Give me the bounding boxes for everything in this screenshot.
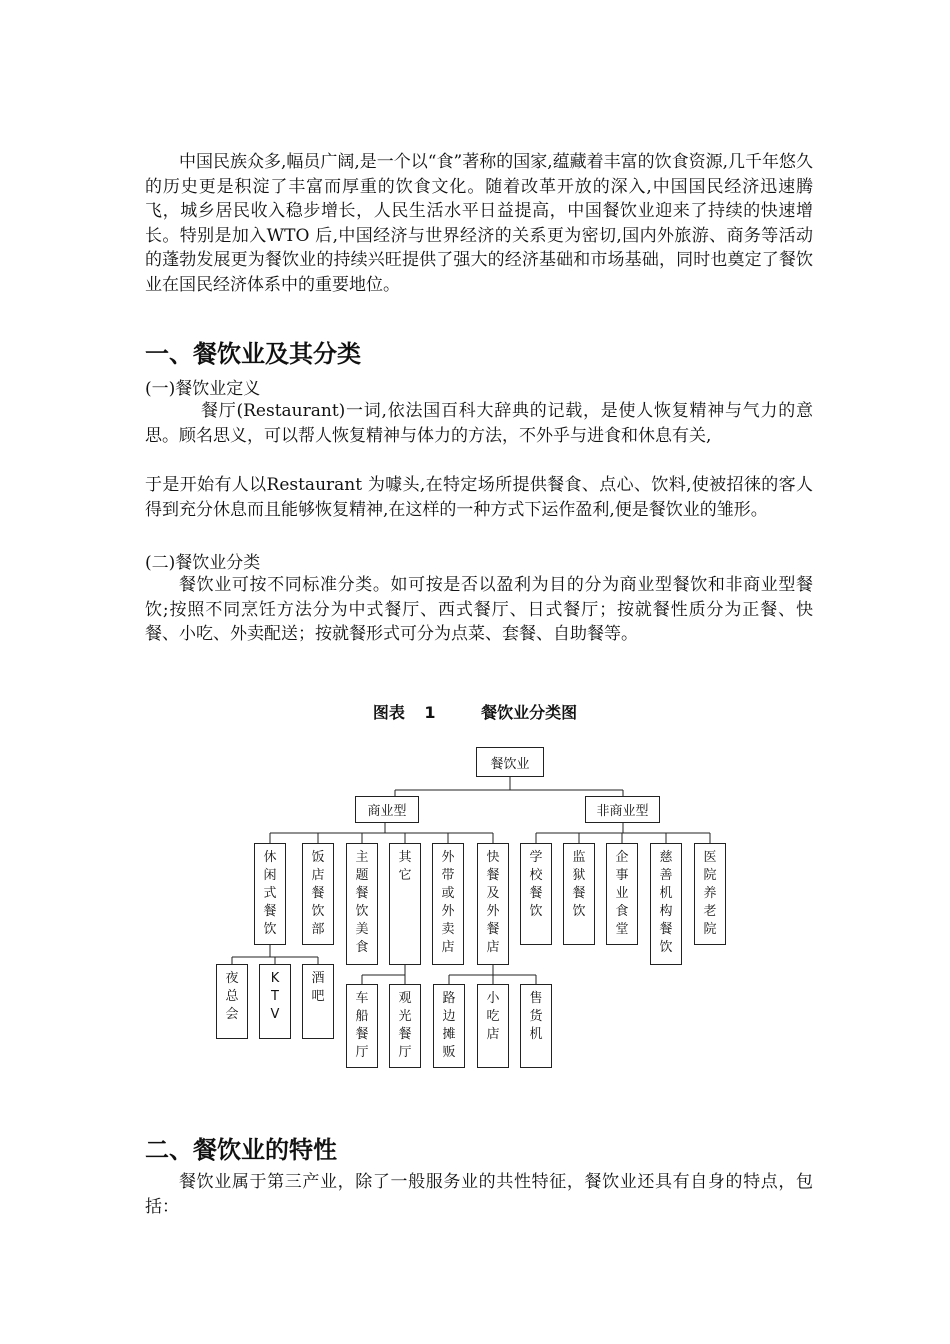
node-char: 售 <box>529 991 543 1006</box>
node-non-commercial: 非商业型 <box>585 796 660 823</box>
node-char: 餐 <box>398 1027 412 1042</box>
node-fastfood-child-3 <box>520 984 552 1068</box>
node-char: 校 <box>529 868 543 883</box>
classification-paragraph: 餐饮业可按不同标准分类。如可按是否以盈利为目的分为商业型餐饮和非商业型餐饮;按照不同烹饪方法分为中式餐厅、西式餐厅、日式餐厅；按就餐性质分为正餐、快餐、小吃、外卖配送；按就餐形式可分为点菜、套餐、自助餐等。 <box>145 575 813 644</box>
node-non-commercial-child-4 <box>650 843 682 965</box>
node-char: 光 <box>398 1009 412 1024</box>
node-char: 快 <box>486 850 500 865</box>
node-char: 饮 <box>355 904 369 919</box>
node-char: 会 <box>225 1007 239 1022</box>
caption-number: 1 <box>424 703 436 722</box>
node-char: 或 <box>441 886 455 901</box>
node-char: 餐 <box>486 922 500 937</box>
node-char: 餐 <box>529 886 543 901</box>
intro-paragraph: 中国民族众多,幅员广阔,是一个以“食”著称的国家,蕴藏着丰富的饮食资源,几千年悠久的历史更是积淀了丰富而厚重的饮食文化。随着改革开放的深入,中国国民经济迅速腾飞，城乡居民收入稳步增长，人民生活水平日益提高，中国餐饮业迎来了持续的快速增长。特别是加入WTO 后,中国经济与世界经济的关系更为密切,国内外旅游、商务等活动的蓬勃发展更为餐饮业的持续兴旺提供了强大的经济基础和市场基础，同时也奠定了餐饮业在国民经济体系中的重要地位。 <box>145 152 813 295</box>
node-char: 贩 <box>442 1045 456 1060</box>
node-char: 其 <box>398 850 412 865</box>
caption-title: 餐饮业分类图 <box>481 703 578 722</box>
node-char: 院 <box>703 868 717 883</box>
node-char: 美 <box>355 922 369 937</box>
node-char: 题 <box>355 868 369 883</box>
node-char: 老 <box>703 904 717 919</box>
node-char: 医 <box>703 850 717 865</box>
node-char: 车 <box>355 991 369 1006</box>
node-char: 监 <box>572 850 586 865</box>
node-char: 饭 <box>311 850 325 865</box>
node-char: 厅 <box>355 1045 369 1060</box>
section1-sub2: (二)餐饮业分类 <box>145 553 261 573</box>
node-char: 企 <box>615 850 629 865</box>
node-char: V <box>270 1007 280 1022</box>
node-char: 货 <box>529 1009 543 1024</box>
node-char: 事 <box>615 868 629 883</box>
node-other-child-2 <box>389 984 421 1068</box>
node-char: 厅 <box>398 1045 412 1060</box>
node-char: K <box>270 971 280 986</box>
node-char: 观 <box>398 991 412 1006</box>
definition-paragraph-a: 餐厅(Restaurant)一词,依法国百科大辞典的记载，是使人恢复精神与气力的意思。顾名思义，可以帮人恢复精神与体力的方法，不外乎与进食和休息有关, <box>145 401 813 446</box>
node-char: 及 <box>486 886 500 901</box>
node-char: 它 <box>398 868 412 883</box>
node-char: T <box>271 989 279 1004</box>
node-leisure-child-2 <box>259 964 291 1039</box>
node-char: 餐 <box>486 868 500 883</box>
node-char: 餐 <box>572 886 586 901</box>
section1-heading: 一、餐饮业及其分类 <box>145 340 361 368</box>
node-char: 业 <box>615 886 629 901</box>
node-root: 餐饮业 <box>476 747 544 777</box>
node-char: 卖 <box>441 922 455 937</box>
section2-heading: 二、餐饮业的特性 <box>145 1136 337 1164</box>
node-char: 食 <box>615 904 629 919</box>
node-commercial-child-5 <box>432 843 464 965</box>
node-char: 养 <box>703 886 717 901</box>
node-leisure-child-3 <box>302 964 334 1039</box>
node-char: 店 <box>486 940 500 955</box>
node-char: 式 <box>263 886 277 901</box>
node-char: 边 <box>442 1009 456 1024</box>
node-char: 善 <box>659 868 673 883</box>
node-char: 学 <box>529 850 543 865</box>
section1-sub1: (一)餐饮业定义 <box>145 379 261 399</box>
node-char: 餐 <box>355 1027 369 1042</box>
node-char: 总 <box>225 989 239 1004</box>
node-char: 酒 <box>311 971 325 986</box>
node-char: 构 <box>659 904 673 919</box>
node-char: 外 <box>441 850 455 865</box>
node-char: 餐 <box>355 886 369 901</box>
node-char: 餐 <box>311 886 325 901</box>
node-commercial-child-4 <box>389 843 421 965</box>
node-char: 饮 <box>529 904 543 919</box>
section2-paragraph: 餐饮业属于第三产业，除了一般服务业的共性特征，餐饮业还具有自身的特点，包括： <box>145 1172 813 1217</box>
node-commercial-child-6 <box>477 843 509 965</box>
definition-paragraph-b: 于是开始有人以Restaurant 为噱头,在特定场所提供餐食、点心、饮料,使被招徕的客人得到充分休息而且能够恢复精神,在这样的一种方式下运作盈利,便是餐饮业的雏形。 <box>145 475 813 520</box>
node-char: 餐 <box>263 904 277 919</box>
node-non-commercial-child-5 <box>694 843 726 945</box>
node-char: 机 <box>659 886 673 901</box>
node-char: 外 <box>486 904 500 919</box>
node-char: 狱 <box>572 868 586 883</box>
node-char: 外 <box>441 904 455 919</box>
node-char: 带 <box>441 868 455 883</box>
node-char: 船 <box>355 1009 369 1024</box>
node-fastfood-child-1 <box>433 984 465 1068</box>
node-char: 吧 <box>311 989 325 1004</box>
node-char: 饮 <box>659 940 673 955</box>
node-char: 餐 <box>659 922 673 937</box>
node-commercial-child-3 <box>346 843 378 965</box>
node-char: 饮 <box>311 904 325 919</box>
node-char: 部 <box>311 922 325 937</box>
node-char: 闲 <box>263 868 277 883</box>
node-commercial: 商业型 <box>355 796 419 823</box>
node-fastfood-child-2 <box>477 984 509 1068</box>
node-char: 摊 <box>442 1027 456 1042</box>
node-char: 店 <box>311 868 325 883</box>
node-char: 食 <box>355 940 369 955</box>
node-char: 机 <box>529 1027 543 1042</box>
caption-label: 图表 <box>372 703 405 722</box>
node-char: 夜 <box>225 971 239 986</box>
node-non-commercial-child-1 <box>520 843 552 945</box>
node-char: 小 <box>486 991 500 1006</box>
node-char: 堂 <box>615 922 629 937</box>
node-char: 饮 <box>572 904 586 919</box>
node-commercial-child-1 <box>254 843 286 945</box>
node-char: 院 <box>703 922 717 937</box>
node-char: 主 <box>355 850 369 865</box>
node-non-commercial-child-3 <box>606 843 638 945</box>
node-other-child-1 <box>346 984 378 1068</box>
node-commercial-child-2 <box>302 843 334 945</box>
node-char: 店 <box>486 1027 500 1042</box>
node-char: 店 <box>441 940 455 955</box>
node-char: 慈 <box>659 850 673 865</box>
node-char: 饮 <box>263 922 277 937</box>
node-leisure-child-1 <box>216 964 248 1039</box>
node-char: 路 <box>442 991 456 1006</box>
node-char: 休 <box>263 850 277 865</box>
node-char: 吃 <box>486 1009 500 1024</box>
node-non-commercial-child-2 <box>563 843 595 945</box>
